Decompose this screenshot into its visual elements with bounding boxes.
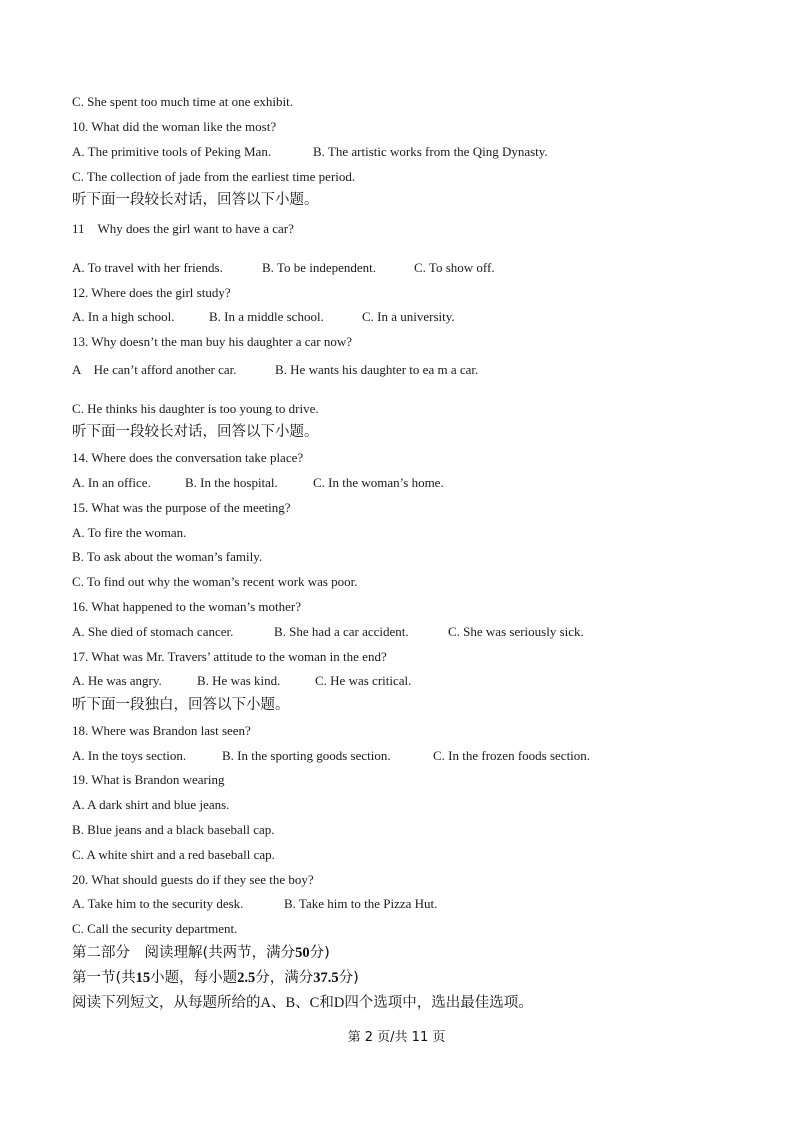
option-a: A. In a high school. — [72, 309, 175, 324]
option-b: B. In the sporting goods section. — [222, 748, 391, 763]
option-b: B. She had a car accident. — [274, 624, 409, 639]
question-19-option-b: B. Blue jeans and a black baseball cap. — [72, 822, 275, 837]
question-11: 11 Why does the girl want to have a car? — [72, 221, 294, 236]
option-a: A. In an office. — [72, 475, 151, 490]
option-c: C. In a university. — [362, 309, 455, 324]
option-c: C. To show off. — [414, 260, 495, 275]
question-18: 18. Where was Brandon last seen? — [72, 723, 251, 738]
option-a: A. Take him to the security desk. — [72, 896, 244, 911]
option-c: C. She was seriously sick. — [448, 624, 584, 639]
option-a: A. She died of stomach cancer. — [72, 624, 234, 639]
question-13: 13. Why doesn’t the man buy his daughter a car now? — [72, 334, 353, 349]
option-c: C. In the frozen foods section. — [433, 748, 591, 763]
option-c: C. He was critical. — [315, 673, 412, 688]
question-19-option-a: A. A dark shirt and blue jeans. — [72, 797, 230, 812]
section-one-heading: 第一节(共15小题，每小题2.5分，满分37.5分) — [72, 970, 359, 986]
question-9-option-c: C. She spent too much time at one exhibit. — [72, 94, 293, 109]
reading-instructions: 阅读下列短文，从每题所给的A、B、C和D四个选项中，选出最佳选项。 — [72, 995, 533, 1011]
question-15-option-c: C. To find out why the woman’s recent work was poor. — [72, 574, 358, 589]
option-a: A He can’t afford another car. — [72, 362, 237, 377]
part-two-heading: 第二部分 阅读理解(共两节，满分50分) — [72, 945, 330, 961]
option-b: B. To be independent. — [262, 260, 377, 275]
option-c: C. In the woman’s home. — [313, 475, 444, 490]
question-19-option-c: C. A white shirt and a red baseball cap. — [72, 847, 275, 862]
option-a: A. The primitive tools of Peking Man. — [72, 144, 272, 159]
option-a: A. In the toys section. — [72, 748, 187, 763]
question-17: 17. What was Mr. Travers’ attitude to the woman in the end? — [72, 649, 387, 664]
question-13-option-c: C. He thinks his daughter is too young to drive. — [72, 401, 319, 416]
option-a: A. To travel with her friends. — [72, 260, 223, 275]
question-15: 15. What was the purpose of the meeting? — [72, 500, 291, 515]
option-b: B. He was kind. — [197, 673, 281, 688]
page-footer: 第 2 页/共 11 页 — [347, 1030, 446, 1045]
question-15-option-a: A. To fire the woman. — [72, 525, 187, 540]
section-heading-long-dialogue-2: 听下面一段较长对话，回答以下小题。 — [72, 424, 319, 440]
option-b: B. In a middle school. — [209, 309, 324, 324]
question-10-option-c: C. The collection of jade from the earliest time period. — [72, 169, 356, 184]
question-15-option-b: B. To ask about the woman’s family. — [72, 549, 263, 564]
question-12: 12. Where does the girl study? — [72, 285, 231, 300]
question-16: 16. What happened to the woman’s mother? — [72, 599, 302, 614]
option-b: B. Take him to the Pizza Hut. — [284, 896, 438, 911]
section-heading-long-dialogue: 听下面一段较长对话，回答以下小题。 — [72, 192, 319, 208]
question-10: 10. What did the woman like the most? — [72, 119, 277, 134]
option-b: B. He wants his daughter to ea m a car. — [275, 362, 479, 377]
option-b: B. In the hospital. — [185, 475, 278, 490]
option-b: B. The artistic works from the Qing Dynasty. — [313, 144, 548, 159]
question-19: 19. What is Brandon wearing — [72, 772, 225, 787]
option-a: A. He was angry. — [72, 673, 162, 688]
question-20: 20. What should guests do if they see the boy? — [72, 872, 314, 887]
question-14: 14. Where does the conversation take place? — [72, 450, 304, 465]
section-heading-monologue: 听下面一段独白，回答以下小题。 — [72, 697, 290, 713]
question-20-option-c: C. Call the security department. — [72, 921, 238, 936]
